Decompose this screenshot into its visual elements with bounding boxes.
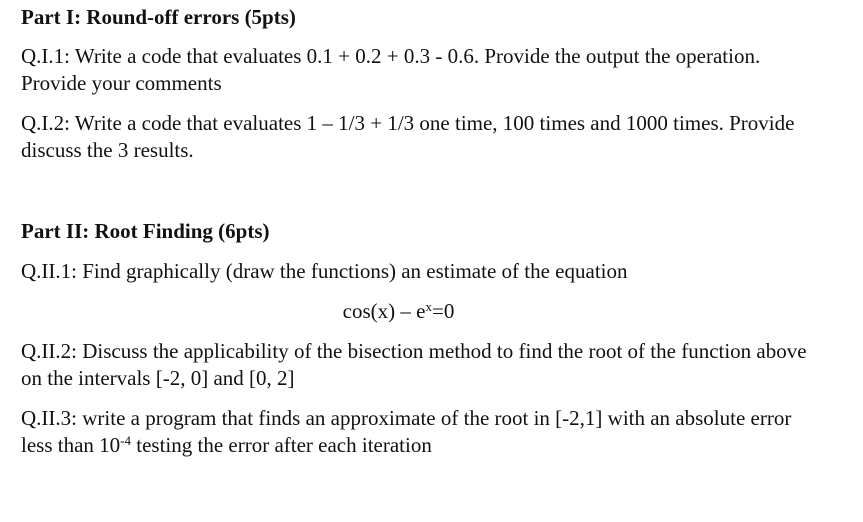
question-I-1: Q.I.1: Write a code that evaluates 0.1 + 0.2 + 0.3 - 0.6. Provide the output the operation. Provide your comments: [21, 44, 761, 95]
question-II-3: [21, 405, 821, 459]
question-I-2: Q.I.2: Write a code that evaluates 1 – 1/3 + 1/3 one time, 100 times and 1000 times. Provide discuss the 3 results.: [21, 111, 795, 162]
question-II-2: Q.II.2: Discuss the applicability of the bisection method to find the root of the function above on the intervals [-2, 0] and [0, 2]: [21, 339, 807, 390]
part1-heading: Part I: Round-off errors (5pts): [21, 5, 296, 29]
question-II-3-text-end: testing the error after each iteration: [131, 433, 432, 457]
equation-left: cos(x) – e: [342, 299, 426, 323]
question-II-3-exponent: -4: [120, 433, 131, 448]
question-II-1: Q.II.1: Find graphically (draw the functions) an estimate of the equation: [21, 259, 628, 283]
part2-heading: Part II: Root Finding (6pts): [21, 219, 270, 243]
question-II-3-text: Q.II.3: write a program that finds an approximate of the root in [-2,1] with an absolute error less than 10: [21, 406, 792, 457]
equation: [21, 298, 776, 324]
equation-exponent: x: [425, 299, 432, 314]
equation-right: =0: [431, 299, 455, 323]
